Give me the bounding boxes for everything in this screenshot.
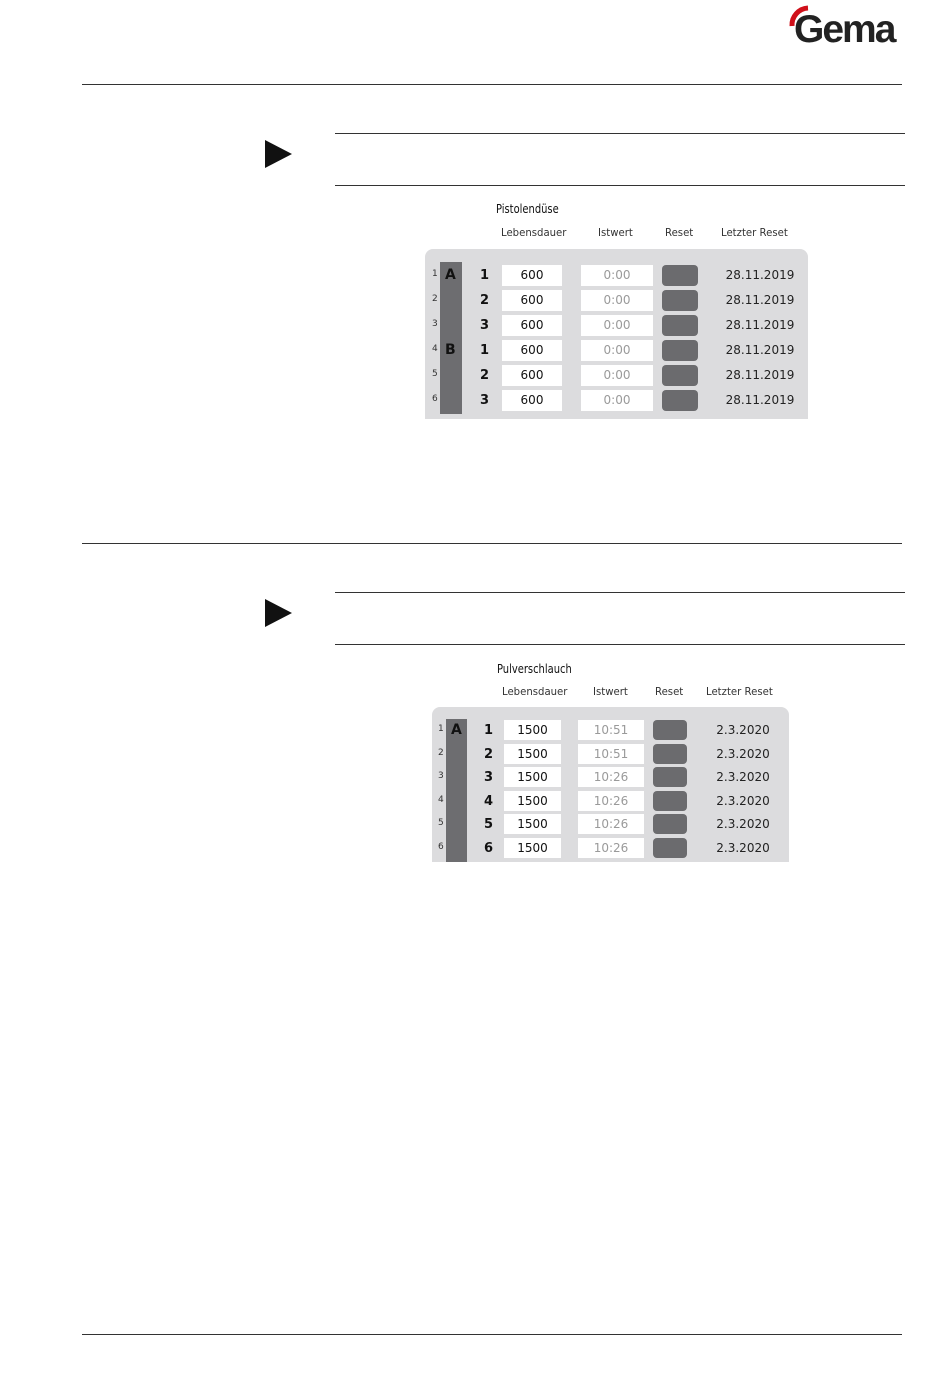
- reset-button[interactable]: [653, 720, 687, 740]
- row-index: 4: [432, 344, 438, 354]
- last-reset-date: 28.11.2019: [725, 293, 795, 307]
- last-reset-date: 2.3.2020: [716, 770, 770, 784]
- actual-value-field: 0:00: [581, 340, 653, 361]
- last-reset-date: 2.3.2020: [716, 793, 770, 808]
- col-lifetime-header: Lebensdauer: [501, 226, 567, 239]
- table-row: [432, 790, 789, 815]
- lifetime-field[interactable]: 600: [502, 390, 562, 411]
- logo-text: Gema: [794, 8, 895, 51]
- actual-value-field: 10:26: [578, 791, 644, 811]
- panel-title: Pistolendüse: [496, 202, 559, 216]
- gun-number: 6: [484, 840, 494, 856]
- header-rule: [82, 84, 902, 85]
- table-row: [432, 837, 789, 862]
- step-rule-top: [335, 133, 905, 134]
- lifetime-field[interactable]: 1500: [504, 767, 561, 787]
- table-row: [432, 743, 789, 768]
- table-row: [425, 363, 808, 388]
- gun-number: 2: [480, 368, 490, 383]
- row-index: 6: [438, 841, 444, 852]
- reset-button[interactable]: [662, 315, 698, 336]
- last-reset-date: 28.11.2019: [725, 368, 795, 382]
- row-index: 2: [438, 747, 444, 758]
- reset-button[interactable]: [662, 365, 698, 386]
- group-label: A: [451, 722, 462, 738]
- row-index: 5: [432, 369, 438, 379]
- lifetime-field[interactable]: 1500: [504, 814, 561, 834]
- last-reset-date: 28.11.2019: [725, 318, 795, 332]
- actual-value-field: 10:51: [578, 720, 644, 740]
- lifetime-field[interactable]: 1500: [504, 744, 561, 764]
- gun-number: 4: [484, 793, 494, 809]
- reset-button[interactable]: [662, 290, 698, 311]
- table-row: [425, 338, 808, 363]
- reset-button[interactable]: [662, 390, 698, 411]
- table-row: [432, 813, 789, 838]
- actual-value-field: 10:26: [578, 838, 644, 858]
- step-arrow-icon: [265, 140, 292, 168]
- table-row: [425, 288, 808, 313]
- lifetime-field[interactable]: 600: [502, 315, 562, 336]
- gun-number: 1: [480, 343, 490, 358]
- last-reset-date: 2.3.2020: [716, 840, 770, 855]
- lifetime-field[interactable]: 1500: [504, 838, 561, 858]
- gema-logo: [788, 4, 903, 51]
- table-row: [425, 313, 808, 338]
- col-last-reset-header: Letzter Reset: [721, 226, 788, 239]
- group-label: A: [445, 267, 456, 283]
- step-rule-bottom: [335, 644, 905, 645]
- reset-button[interactable]: [662, 340, 698, 361]
- gun-number: 2: [484, 746, 494, 762]
- col-reset-header: Reset: [665, 226, 694, 239]
- gun-number: 3: [484, 770, 494, 785]
- actual-value-field: 10:26: [578, 814, 644, 834]
- row-index: 1: [432, 269, 438, 279]
- actual-value-field: 0:00: [581, 390, 653, 411]
- section-rule: [82, 543, 902, 544]
- lifetime-field[interactable]: 600: [502, 265, 562, 286]
- last-reset-date: 28.11.2019: [725, 343, 795, 357]
- gun-number: 3: [480, 393, 490, 408]
- reset-button[interactable]: [662, 265, 698, 286]
- gun-number: 1: [484, 723, 494, 738]
- footer-rule: [82, 1334, 902, 1335]
- row-index: 3: [438, 771, 444, 781]
- lifetime-field[interactable]: 1500: [504, 791, 561, 811]
- row-index: 2: [432, 294, 438, 304]
- reset-button[interactable]: [653, 767, 687, 787]
- col-actual-header: Istwert: [598, 226, 633, 239]
- group-label: B: [445, 342, 456, 358]
- gun-number: 5: [484, 817, 494, 832]
- last-reset-date: 28.11.2019: [725, 268, 795, 282]
- gun-number: 1: [480, 268, 490, 283]
- gun-number: 2: [480, 293, 490, 308]
- powder-hose-panel: [432, 707, 789, 862]
- row-index: 1: [438, 724, 444, 734]
- table-row: [425, 263, 808, 288]
- col-reset-header: Reset: [655, 685, 684, 698]
- step-arrow-icon: [265, 599, 292, 627]
- col-lifetime-header: Lebensdauer: [502, 685, 568, 698]
- actual-value-field: 0:00: [581, 290, 653, 311]
- step-rule-bottom: [335, 185, 905, 186]
- row-index: 4: [438, 794, 444, 805]
- last-reset-date: 2.3.2020: [716, 746, 770, 761]
- lifetime-field[interactable]: 600: [502, 290, 562, 311]
- actual-value-field: 0:00: [581, 365, 653, 386]
- last-reset-date: 2.3.2020: [716, 723, 770, 737]
- reset-button[interactable]: [653, 744, 687, 764]
- row-index: 5: [438, 818, 444, 828]
- last-reset-date: 2.3.2020: [716, 817, 770, 831]
- lifetime-field[interactable]: 600: [502, 365, 562, 386]
- actual-value-field: 10:26: [578, 767, 644, 787]
- actual-value-field: 0:00: [581, 265, 653, 286]
- actual-value-field: 10:51: [578, 744, 644, 764]
- actual-value-field: 0:00: [581, 315, 653, 336]
- table-row: [432, 719, 789, 744]
- reset-button[interactable]: [653, 791, 687, 811]
- reset-button[interactable]: [653, 814, 687, 834]
- nozzle-panel: [425, 249, 808, 419]
- step-rule-top: [335, 592, 905, 593]
- row-index: 3: [432, 319, 438, 329]
- table-row: [425, 388, 808, 413]
- lifetime-field[interactable]: 600: [502, 340, 562, 361]
- panel-title: Pulverschlauch: [497, 662, 572, 676]
- row-index: 6: [432, 394, 438, 404]
- col-last-reset-header: Letzter Reset: [706, 685, 773, 698]
- reset-button[interactable]: [653, 838, 687, 858]
- table-row: [432, 766, 789, 791]
- last-reset-date: 28.11.2019: [725, 393, 795, 407]
- gun-number: 3: [480, 318, 490, 333]
- lifetime-field[interactable]: 1500: [504, 720, 561, 740]
- col-actual-header: Istwert: [593, 685, 628, 698]
